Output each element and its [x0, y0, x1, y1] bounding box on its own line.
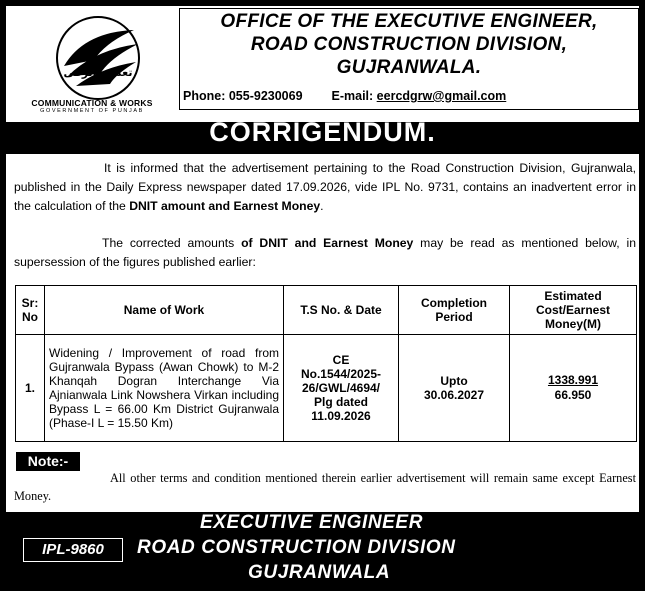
header-estimated-cost: Estimated Cost/Earnest Money(M) [510, 286, 637, 335]
phone-number: 055-9230069 [228, 89, 303, 103]
cell-cost [510, 335, 637, 442]
cell-sr: 1. [16, 335, 45, 442]
cell-completion: Upto 30.06.2027 [399, 335, 510, 442]
table-header-row [16, 286, 637, 335]
email-label: E-mail: [331, 89, 374, 103]
right-border [639, 0, 645, 512]
header-name-of-work: Name of Work [45, 286, 284, 335]
correction-paragraph [14, 234, 636, 272]
earnest-money-value: 66.950 [554, 388, 592, 402]
office-title-line3: GUJRANWALA. [336, 57, 482, 78]
header-sr: Sr: No [16, 286, 45, 335]
cell-ts-no-date: CE No.1544/2025- 26/GWL/4694/ Plg dated 11.09.2026 [284, 335, 399, 442]
logo-urdu-text: تعمیر وترقی [63, 66, 133, 79]
contact-info [183, 89, 506, 103]
correction-text: The corrected amounts [102, 236, 242, 250]
office-header [179, 8, 639, 110]
ipl-number-badge: IPL-9860 [23, 538, 123, 562]
works-table [15, 285, 637, 442]
page-title: CORRIGENDUM. [209, 117, 436, 147]
intro-text: It is informed that the advertisement pertaining to the Road Construction Division, Gujranwala, published in the Daily Express newspaper dated 17.09.2026, vide IPL No. 9731, contains an inadvertent error in the calculation of the [14, 161, 636, 213]
department-name: COMMUNICATION & WORKS [31, 98, 153, 108]
cell-name-of-work: Widening / Improvement of road from Gujranwala Bypass (Awan Chowk) to M-2 Khanqah Dogran Interchange Via Ajnianwala Link Nowshera Virkan including Bypass L = 66.00 Km District Gujranwala (Phase-I L = 15.50 Km) [45, 335, 284, 442]
header-ts-no-date: T.S No. & Date [284, 286, 399, 335]
intro-paragraph [14, 159, 636, 216]
footer-line2: ROAD CONSTRUCTION DIVISION [137, 537, 456, 558]
phone-label: Phone: [183, 89, 226, 103]
office-title-line2: ROAD CONSTRUCTION DIVISION, [250, 34, 568, 55]
government-name: GOVERNMENT OF PUNJAB [40, 108, 144, 114]
intro-text-end: . [320, 199, 324, 213]
note-label: Note:- [16, 452, 80, 471]
office-title-line1: OFFICE OF THE EXECUTIVE ENGINEER, [220, 11, 598, 32]
correction-text-end: may be read as mentioned below, in supersession of the figures published earlier: [14, 236, 636, 269]
table-row [16, 335, 637, 442]
header-completion: Completion Period [399, 286, 510, 335]
correction-bold-text: of DNIT and Earnest Money [241, 236, 414, 250]
intro-bold-text: DNIT amount and Earnest Money [129, 199, 321, 213]
cw-emblem-icon [54, 14, 142, 102]
estimated-cost-value: 1338.991 [547, 373, 599, 387]
footer-line3: GUJRANWALA [248, 562, 391, 583]
note-text: All other terms and condition mentioned therein earlier advertisement will remain same except Earnest Money. [14, 471, 636, 503]
email-link[interactable]: eercdgrw@gmail.com [376, 89, 507, 103]
footer-line1: EXECUTIVE ENGINEER [200, 512, 424, 533]
